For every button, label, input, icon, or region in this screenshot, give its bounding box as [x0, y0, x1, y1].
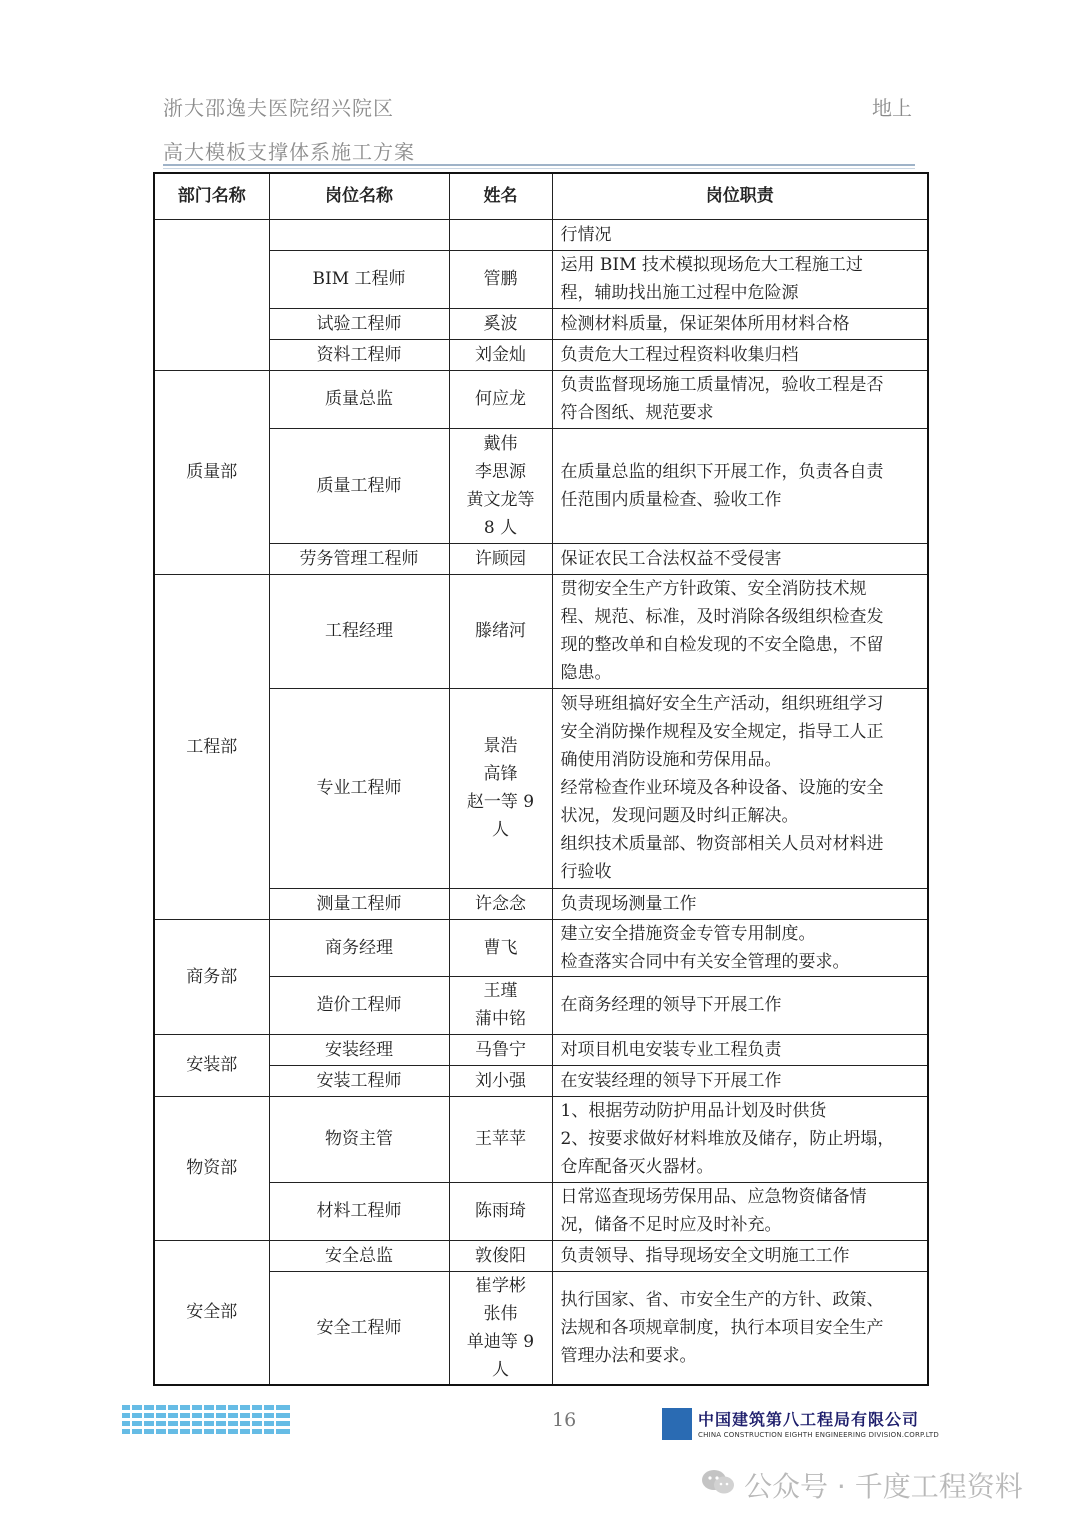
duty-cell: 保证农民工合法权益不受侵害 [552, 543, 928, 574]
duty-cell: 在商务经理的领导下开展工作 [552, 976, 928, 1034]
duty-cell: 负责领导、指导现场安全文明施工工作 [552, 1240, 928, 1271]
duty-cell: 负责危大工程过程资料收集归档 [552, 339, 928, 370]
role-cell: 材料工程师 [269, 1182, 449, 1240]
header-divider-thin [163, 168, 915, 169]
table-row [154, 1065, 928, 1096]
role-cell: 质量工程师 [269, 428, 449, 543]
name-cell: 景浩 高锋 赵一等 9 人 [449, 688, 552, 888]
table-row [154, 339, 928, 370]
dept-cell-engineering: 工程部 [154, 574, 269, 919]
header-divider [163, 164, 915, 166]
duty-cell: 贯彻安全生产方针政策、安全消防技术规 程、规范、标准，及时消除各级组织检查发 现的整改单和自检发现的不安全隐患，不留 隐患。 [552, 574, 928, 688]
duty-cell: 领导班组搞好安全生产活动，组织班组学习 安全消防操作规程及安全规定，指导工人正 确使用消防设施和劳保用品。 经常检查作业环境及各种设备、设施的安全 状况，发现问题及时纠正解决。 组织技术质量部、物资部相关人员对材料进 行验收 [552, 688, 928, 888]
table-row [154, 1096, 928, 1182]
table-row [154, 428, 928, 543]
duty-cell: 运用 BIM 技术模拟现场危大工程施工过 程，辅助找出施工过程中危险源 [552, 250, 928, 308]
table-row [154, 308, 928, 339]
duty-cell: 行情况 [552, 219, 928, 250]
duty-cell: 建立安全措施资金专管专用制度。 检查落实合同中有关安全管理的要求。 [552, 919, 928, 976]
role-cell [269, 219, 449, 250]
table-row [154, 976, 928, 1034]
footer-decoration [122, 1403, 290, 1437]
duty-cell: 日常巡查现场劳保用品、应急物资储备情 况，储备不足时应及时补充。 [552, 1182, 928, 1240]
name-cell: 曹飞 [449, 919, 552, 976]
name-cell: 王苹苹 [449, 1096, 552, 1182]
table-row [154, 1240, 928, 1271]
table-row [154, 888, 928, 919]
role-cell: 物资主管 [269, 1096, 449, 1182]
name-cell: 许顾园 [449, 543, 552, 574]
dept-cell-business: 商务部 [154, 919, 269, 1034]
role-cell: 造价工程师 [269, 976, 449, 1034]
company-logo-icon [662, 1408, 692, 1440]
role-cell: BIM 工程师 [269, 250, 449, 308]
role-cell: 安全工程师 [269, 1271, 449, 1385]
name-cell: 许念念 [449, 888, 552, 919]
watermark-text: 公众号 · 千度工程资料 [744, 1470, 1023, 1503]
col-header-name: 姓名 [449, 173, 552, 219]
role-cell: 安装工程师 [269, 1065, 449, 1096]
table-row [154, 688, 928, 888]
name-cell: 崔学彬 张伟 单迪等 9 人 [449, 1271, 552, 1385]
header-document-title: 高大模板支撑体系施工方案 [163, 140, 415, 164]
dept-cell-materials: 物资部 [154, 1096, 269, 1240]
duty-cell: 负责监督现场施工质量情况，验收工程是否 符合图纸、规范要求 [552, 370, 928, 428]
role-cell: 安全总监 [269, 1240, 449, 1271]
name-cell: 戴伟 李思源 黄文龙等 8 人 [449, 428, 552, 543]
role-cell: 商务经理 [269, 919, 449, 976]
header-section-label: 地上 [872, 96, 912, 120]
table-row [154, 1271, 928, 1385]
name-cell: 何应龙 [449, 370, 552, 428]
wechat-icon [700, 1468, 736, 1496]
name-cell [449, 219, 552, 250]
company-name-en: CHINA CONSTRUCTION EIGHTH ENGINEERING DIVISION.CORP.LTD [698, 1431, 939, 1439]
dept-cell-installation: 安装部 [154, 1034, 269, 1096]
col-header-role: 岗位名称 [269, 173, 449, 219]
dept-cell-continued [154, 219, 269, 370]
role-cell: 质量总监 [269, 370, 449, 428]
table-row [154, 1034, 928, 1065]
duty-cell: 对项目机电安装专业工程负责 [552, 1034, 928, 1065]
duty-cell: 在质量总监的组织下开展工作，负责各自责 任范围内质量检查、验收工作 [552, 428, 928, 543]
name-cell: 陈雨琦 [449, 1182, 552, 1240]
duty-cell: 执行国家、省、市安全生产的方针、政策、 法规和各项规章制度，执行本项目安全生产 管理办法和要求。 [552, 1271, 928, 1385]
table-row [154, 250, 928, 308]
role-cell: 测量工程师 [269, 888, 449, 919]
duty-cell: 负责现场测量工作 [552, 888, 928, 919]
col-header-dept: 部门名称 [154, 173, 269, 219]
dept-cell-quality: 质量部 [154, 370, 269, 574]
role-cell: 资料工程师 [269, 339, 449, 370]
page-number: 16 [552, 1409, 577, 1431]
header-project-name: 浙大邵逸夫医院绍兴院区 [163, 96, 394, 120]
responsibility-table [153, 172, 929, 1386]
company-name: 中国建筑第八工程局有限公司 [698, 1410, 920, 1429]
col-header-duty: 岗位职责 [552, 173, 928, 219]
role-cell: 工程经理 [269, 574, 449, 688]
role-cell: 专业工程师 [269, 688, 449, 888]
role-cell: 试验工程师 [269, 308, 449, 339]
duty-cell: 在安装经理的领导下开展工作 [552, 1065, 928, 1096]
table-row [154, 1182, 928, 1240]
duty-cell: 检测材料质量，保证架体所用材料合格 [552, 308, 928, 339]
table-row [154, 543, 928, 574]
role-cell: 劳务管理工程师 [269, 543, 449, 574]
name-cell: 敦俊阳 [449, 1240, 552, 1271]
table-row [154, 219, 928, 250]
name-cell: 滕绪河 [449, 574, 552, 688]
name-cell: 奚波 [449, 308, 552, 339]
dept-cell-safety: 安全部 [154, 1240, 269, 1385]
table-header-row [154, 173, 928, 219]
name-cell: 刘金灿 [449, 339, 552, 370]
name-cell: 刘小强 [449, 1065, 552, 1096]
duty-cell: 1、根据劳动防护用品计划及时供货 2、按要求做好材料堆放及储存，防止坍塌， 仓库配备灭火器材。 [552, 1096, 928, 1182]
name-cell: 王瑾 蒲中铭 [449, 976, 552, 1034]
name-cell: 马鲁宁 [449, 1034, 552, 1065]
table-row [154, 370, 928, 428]
table-row [154, 919, 928, 976]
name-cell: 管鹏 [449, 250, 552, 308]
table-row [154, 574, 928, 688]
role-cell: 安装经理 [269, 1034, 449, 1065]
